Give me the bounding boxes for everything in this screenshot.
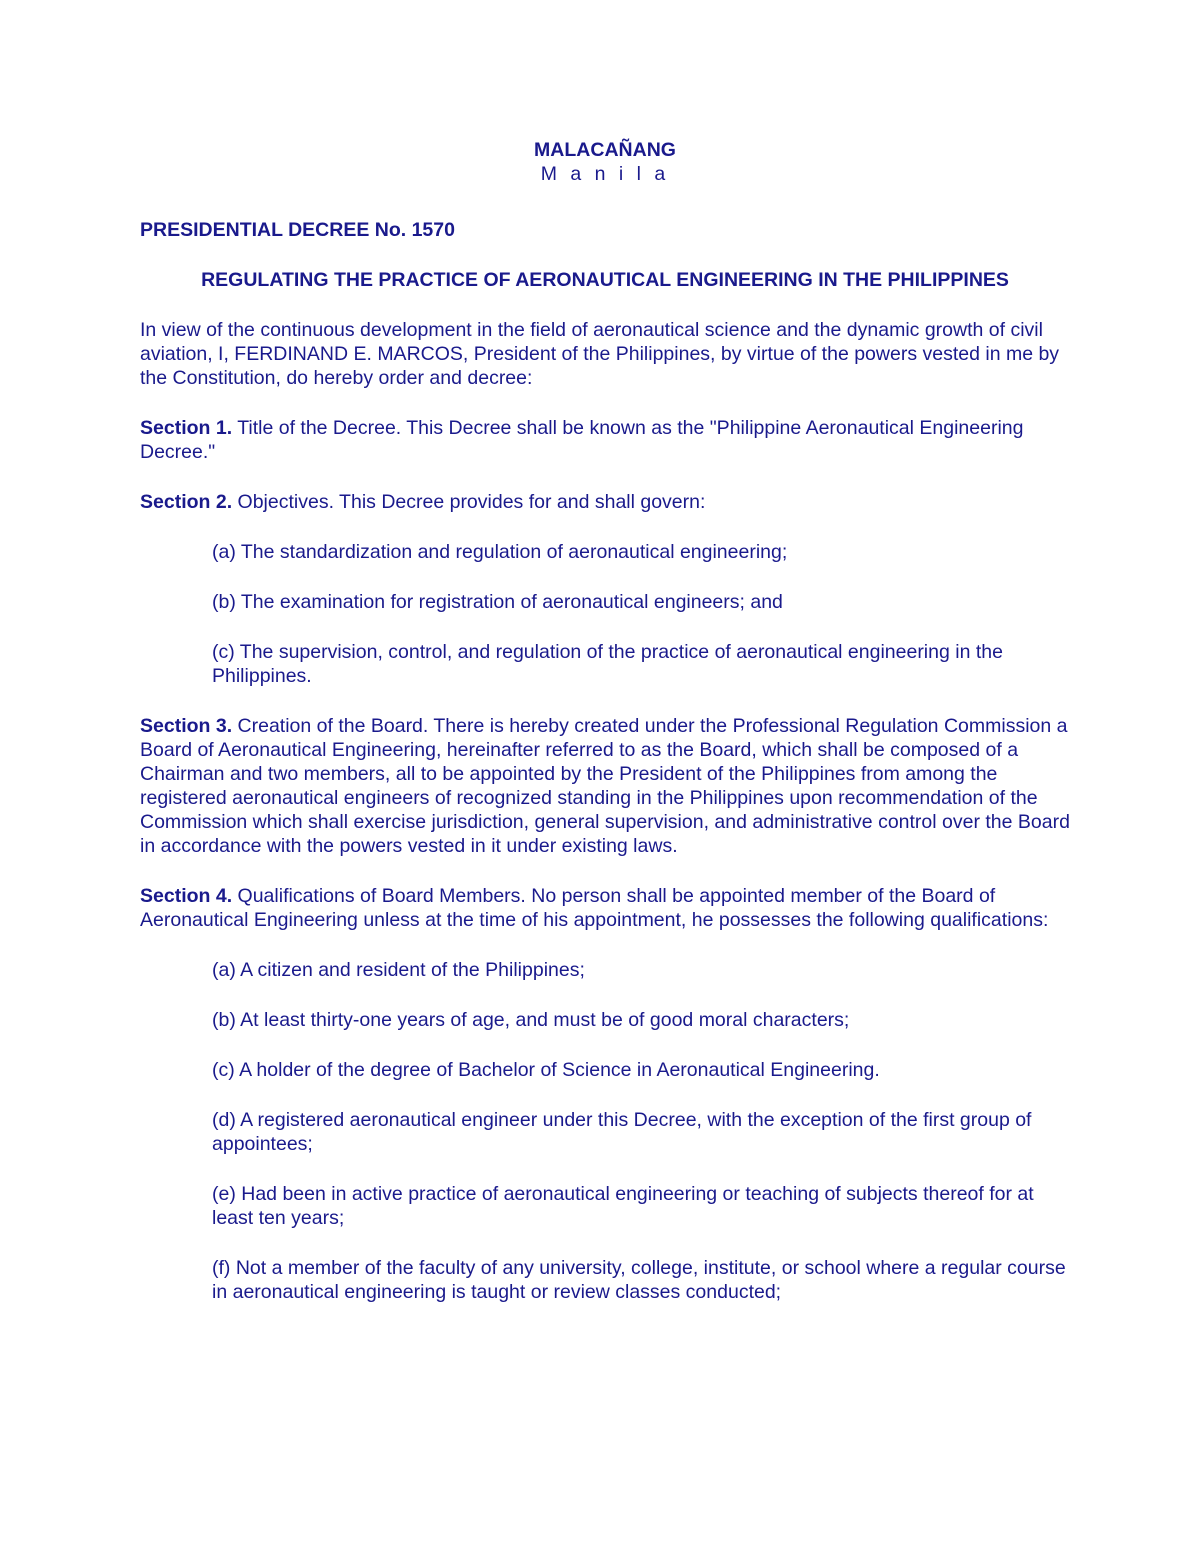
section-2-label: Section 2. [140, 491, 233, 513]
section-4-item-a: (a) A citizen and resident of the Philippines; [212, 959, 585, 981]
section-2 [140, 490, 1070, 514]
section-2-text: Objectives. This Decree provides for and shall govern: [232, 491, 706, 513]
section-3-label: Section 3. [140, 715, 233, 737]
section-4-item-e: (e) Had been in active practice of aeronautical engineering or teaching of subjects thereof for at least ten years; [212, 1183, 1034, 1229]
section-2-item-c: (c) The supervision, control, and regulation of the practice of aeronautical engineering in the Philippines. [212, 641, 1003, 687]
section-1-label: Section 1. [140, 417, 233, 439]
section-4 [140, 884, 1070, 932]
section-1-text: Title of the Decree. This Decree shall be known as the "Philippine Aeronautical Engineering Decree." [140, 417, 1024, 463]
section-2-item-b: (b) The examination for registration of aeronautical engineers; and [212, 591, 783, 613]
section-2-item-a: (a) The standardization and regulation of aeronautical engineering; [212, 541, 788, 563]
decree-title: REGULATING THE PRACTICE OF AERONAUTICAL ENGINEERING IN THE PHILIPPINES [201, 269, 1009, 291]
document-page [140, 138, 1070, 1304]
section-4-text: Qualifications of Board Members. No person shall be appointed member of the Board of Aeronautical Engineering unless at the time of his appointment, he possesses the following qualifications: [140, 885, 1049, 931]
city-heading: M a n i l a [540, 163, 670, 185]
office-heading: MALACAÑANG [534, 139, 676, 161]
section-4-item-f: (f) Not a member of the faculty of any university, college, institute, or school where a regular course in aeronautical engineering is taught or review classes conducted; [212, 1257, 1066, 1303]
preamble: In view of the continuous development in the field of aeronautical science and the dynamic growth of civil aviation, I, FERDINAND E. MARCOS, President of the Philippines, by virtue of the powers vested in me by the Constitution, do hereby order and decree: [140, 319, 1060, 389]
section-3-text: Creation of the Board. There is hereby created under the Professional Regulation Commission a Board of Aeronautical Engineering, hereinafter referred to as the Board, which shall be composed of a Chairman and two members, all to be appointed by the President of the Philippines from among the registered aeronautical engineers of recognized standing in the Philippines upon recommendation of the Commission which shall exercise jurisdiction, general supervision, and administrative control over the Board in accordance with the powers vested in it under existing laws. [140, 715, 1070, 857]
section-4-label: Section 4. [140, 885, 233, 907]
section-4-item-c: (c) A holder of the degree of Bachelor of Science in Aeronautical Engineering. [212, 1059, 880, 1081]
section-3 [140, 714, 1070, 858]
section-1 [140, 416, 1070, 464]
decree-number: PRESIDENTIAL DECREE No. 1570 [140, 219, 455, 241]
section-4-item-d: (d) A registered aeronautical engineer under this Decree, with the exception of the first group of appointees; [212, 1109, 1032, 1155]
section-4-item-b: (b) At least thirty-one years of age, and must be of good moral characters; [212, 1009, 850, 1031]
